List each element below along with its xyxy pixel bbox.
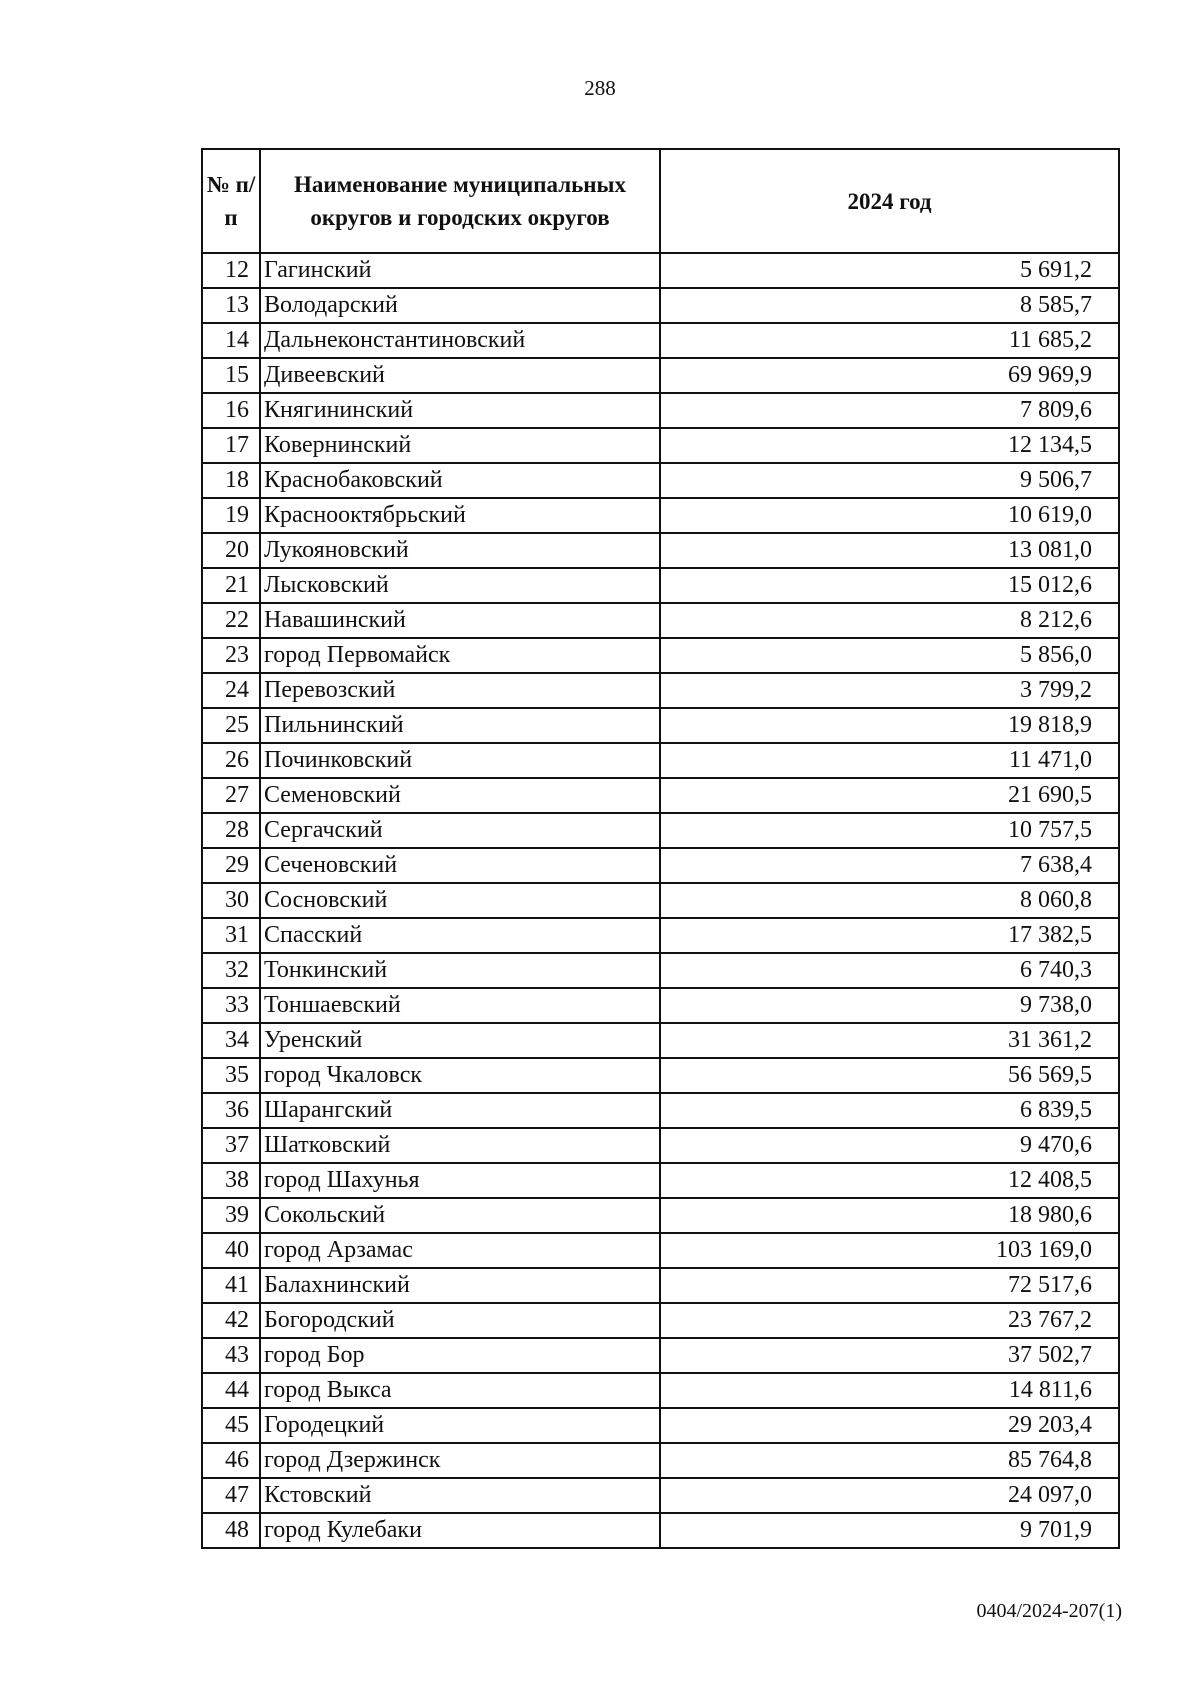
table-row <box>202 428 1119 463</box>
table-row <box>202 1163 1119 1198</box>
row-number: 31 <box>202 918 260 953</box>
row-value: 9 701,9 <box>660 1513 1119 1548</box>
row-number: 42 <box>202 1303 260 1338</box>
table-body <box>202 253 1119 1548</box>
row-value: 7 638,4 <box>660 848 1119 883</box>
table-header <box>202 149 1119 253</box>
row-name: город Первомайск <box>260 638 660 673</box>
row-value: 10 757,5 <box>660 813 1119 848</box>
row-value: 21 690,5 <box>660 778 1119 813</box>
row-name: город Кулебаки <box>260 1513 660 1548</box>
table-row <box>202 253 1119 288</box>
document-code: 0404/2024-207(1) <box>976 1600 1122 1622</box>
row-name: Сокольский <box>260 1198 660 1233</box>
row-value: 18 980,6 <box>660 1198 1119 1233</box>
table-row <box>202 1338 1119 1373</box>
row-name: Перевозский <box>260 673 660 708</box>
row-name: Шатковский <box>260 1128 660 1163</box>
row-value: 9 506,7 <box>660 463 1119 498</box>
row-name: Спасский <box>260 918 660 953</box>
row-value: 13 081,0 <box>660 533 1119 568</box>
row-value: 5 691,2 <box>660 253 1119 288</box>
row-number: 32 <box>202 953 260 988</box>
table-row <box>202 288 1119 323</box>
row-number: 45 <box>202 1408 260 1443</box>
row-number: 40 <box>202 1233 260 1268</box>
row-value: 23 767,2 <box>660 1303 1119 1338</box>
table-row <box>202 1443 1119 1478</box>
header-number: № п/п <box>202 149 260 253</box>
row-name: Володарский <box>260 288 660 323</box>
row-value: 72 517,6 <box>660 1268 1119 1303</box>
row-name: город Чкаловск <box>260 1058 660 1093</box>
table-row <box>202 673 1119 708</box>
table-row <box>202 323 1119 358</box>
table-row <box>202 638 1119 673</box>
row-number: 24 <box>202 673 260 708</box>
row-name: Дивеевский <box>260 358 660 393</box>
table-row <box>202 498 1119 533</box>
row-number: 46 <box>202 1443 260 1478</box>
table-row <box>202 1408 1119 1443</box>
row-number: 39 <box>202 1198 260 1233</box>
row-value: 24 097,0 <box>660 1478 1119 1513</box>
table-row <box>202 1023 1119 1058</box>
row-value: 7 809,6 <box>660 393 1119 428</box>
row-number: 41 <box>202 1268 260 1303</box>
row-value: 29 203,4 <box>660 1408 1119 1443</box>
row-value: 69 969,9 <box>660 358 1119 393</box>
table-row <box>202 883 1119 918</box>
row-name: Шарангский <box>260 1093 660 1128</box>
row-name: Сеченовский <box>260 848 660 883</box>
table-row <box>202 1303 1119 1338</box>
table-row <box>202 848 1119 883</box>
row-value: 8 212,6 <box>660 603 1119 638</box>
row-number: 20 <box>202 533 260 568</box>
table-row <box>202 743 1119 778</box>
table-row <box>202 918 1119 953</box>
row-name: Краснооктябрьский <box>260 498 660 533</box>
row-name: Кстовский <box>260 1478 660 1513</box>
table-row <box>202 463 1119 498</box>
row-name: Навашинский <box>260 603 660 638</box>
row-value: 19 818,9 <box>660 708 1119 743</box>
row-name: Сосновский <box>260 883 660 918</box>
row-number: 37 <box>202 1128 260 1163</box>
row-number: 27 <box>202 778 260 813</box>
table-row <box>202 708 1119 743</box>
row-value: 9 470,6 <box>660 1128 1119 1163</box>
row-number: 36 <box>202 1093 260 1128</box>
row-number: 18 <box>202 463 260 498</box>
row-value: 15 012,6 <box>660 568 1119 603</box>
row-value: 103 169,0 <box>660 1233 1119 1268</box>
row-value: 10 619,0 <box>660 498 1119 533</box>
row-number: 25 <box>202 708 260 743</box>
table-row <box>202 813 1119 848</box>
table-row <box>202 988 1119 1023</box>
row-value: 12 408,5 <box>660 1163 1119 1198</box>
table-row <box>202 533 1119 568</box>
row-number: 15 <box>202 358 260 393</box>
table-row <box>202 568 1119 603</box>
row-name: Гагинский <box>260 253 660 288</box>
table-row <box>202 1268 1119 1303</box>
table-row <box>202 1373 1119 1408</box>
row-name: Тоншаевский <box>260 988 660 1023</box>
row-value: 17 382,5 <box>660 918 1119 953</box>
table-row <box>202 393 1119 428</box>
row-number: 22 <box>202 603 260 638</box>
table-row <box>202 953 1119 988</box>
row-number: 28 <box>202 813 260 848</box>
table-row <box>202 1198 1119 1233</box>
row-number: 30 <box>202 883 260 918</box>
row-name: Сергачский <box>260 813 660 848</box>
table-row <box>202 1478 1119 1513</box>
row-value: 85 764,8 <box>660 1443 1119 1478</box>
row-number: 13 <box>202 288 260 323</box>
table-row <box>202 1513 1119 1548</box>
row-value: 9 738,0 <box>660 988 1119 1023</box>
row-name: город Шахунья <box>260 1163 660 1198</box>
row-value: 6 740,3 <box>660 953 1119 988</box>
row-name: Починковский <box>260 743 660 778</box>
row-number: 12 <box>202 253 260 288</box>
header-year: 2024 год <box>660 149 1119 253</box>
row-name: Пильнинский <box>260 708 660 743</box>
header-name: Наименование муниципальных округов и городских округов <box>260 149 660 253</box>
row-value: 5 856,0 <box>660 638 1119 673</box>
row-number: 17 <box>202 428 260 463</box>
row-number: 35 <box>202 1058 260 1093</box>
row-value: 3 799,2 <box>660 673 1119 708</box>
row-number: 44 <box>202 1373 260 1408</box>
row-value: 8 060,8 <box>660 883 1119 918</box>
row-number: 29 <box>202 848 260 883</box>
row-value: 12 134,5 <box>660 428 1119 463</box>
row-number: 33 <box>202 988 260 1023</box>
row-number: 43 <box>202 1338 260 1373</box>
row-name: город Бор <box>260 1338 660 1373</box>
row-number: 16 <box>202 393 260 428</box>
row-name: Краснобаковский <box>260 463 660 498</box>
row-value: 31 361,2 <box>660 1023 1119 1058</box>
row-number: 23 <box>202 638 260 673</box>
row-name: Лукояновский <box>260 533 660 568</box>
row-value: 37 502,7 <box>660 1338 1119 1373</box>
page-number: 288 <box>584 76 616 100</box>
row-number: 47 <box>202 1478 260 1513</box>
header-row <box>202 149 1119 253</box>
row-name: Уренский <box>260 1023 660 1058</box>
row-name: Городецкий <box>260 1408 660 1443</box>
row-name: Балахнинский <box>260 1268 660 1303</box>
row-name: Княгининский <box>260 393 660 428</box>
row-name: город Выкса <box>260 1373 660 1408</box>
row-number: 14 <box>202 323 260 358</box>
row-name: Богородский <box>260 1303 660 1338</box>
row-name: Тонкинский <box>260 953 660 988</box>
table-row <box>202 1093 1119 1128</box>
allocation-table <box>201 148 1120 1549</box>
row-number: 38 <box>202 1163 260 1198</box>
table-row <box>202 1058 1119 1093</box>
table-row <box>202 603 1119 638</box>
row-name: Лысковский <box>260 568 660 603</box>
row-name: город Арзамас <box>260 1233 660 1268</box>
row-name: город Дзержинск <box>260 1443 660 1478</box>
row-number: 26 <box>202 743 260 778</box>
row-value: 11 685,2 <box>660 323 1119 358</box>
row-number: 21 <box>202 568 260 603</box>
row-value: 8 585,7 <box>660 288 1119 323</box>
row-number: 19 <box>202 498 260 533</box>
row-name: Ковернинский <box>260 428 660 463</box>
table-row <box>202 778 1119 813</box>
row-name: Семеновский <box>260 778 660 813</box>
row-number: 34 <box>202 1023 260 1058</box>
table-row <box>202 358 1119 393</box>
row-number: 48 <box>202 1513 260 1548</box>
row-name: Дальнеконстантиновский <box>260 323 660 358</box>
table-row <box>202 1233 1119 1268</box>
row-value: 6 839,5 <box>660 1093 1119 1128</box>
row-value: 14 811,6 <box>660 1373 1119 1408</box>
row-value: 56 569,5 <box>660 1058 1119 1093</box>
table-row <box>202 1128 1119 1163</box>
row-value: 11 471,0 <box>660 743 1119 778</box>
